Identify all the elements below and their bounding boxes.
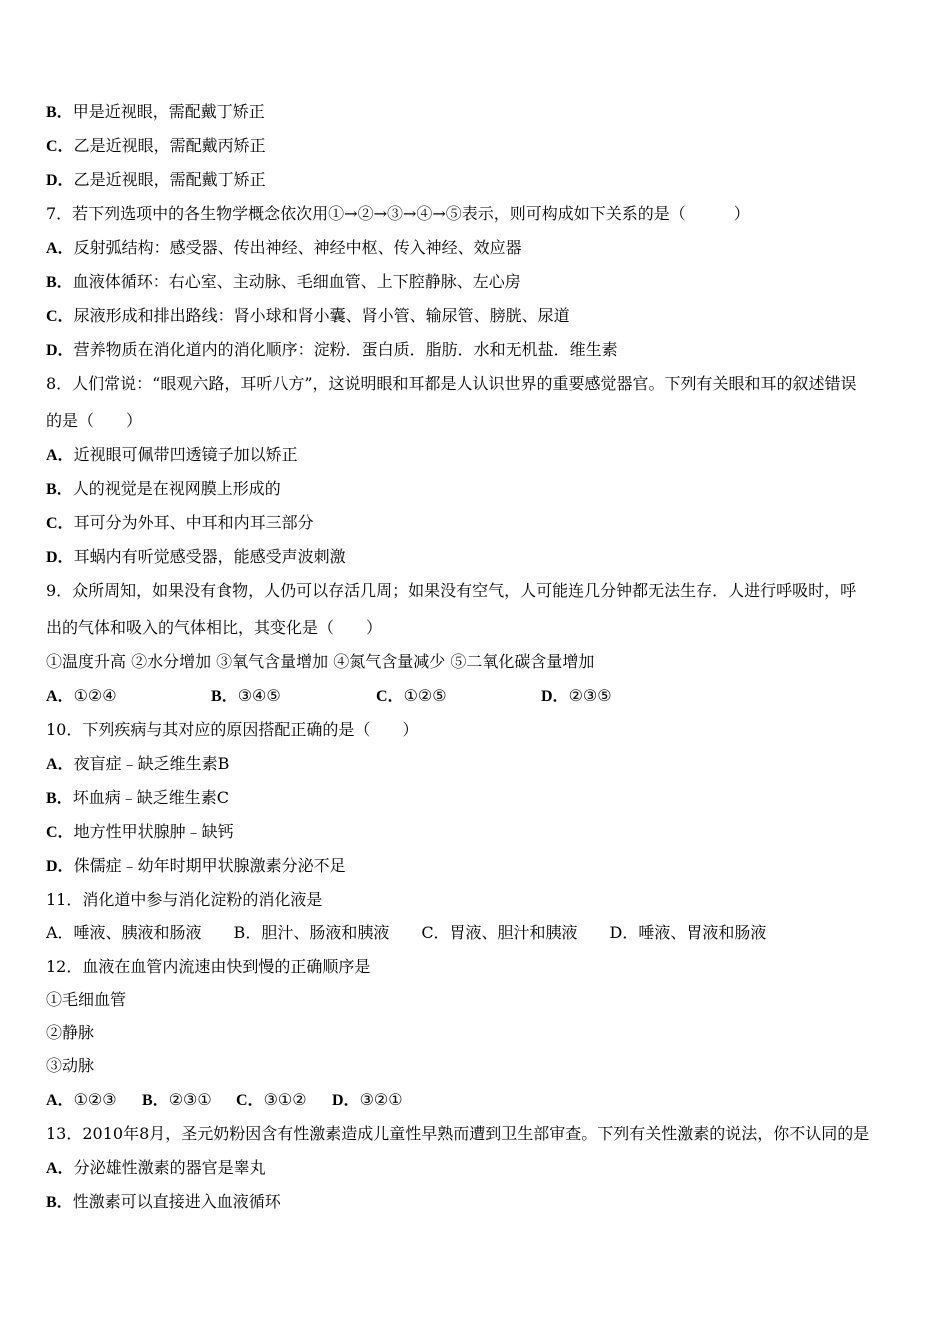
question-12-item: ②静脉 bbox=[46, 1023, 95, 1042]
question-9-options bbox=[46, 686, 910, 706]
question-9-cont: 出的气体和吸入的气体相比，其变化是（ ） bbox=[46, 618, 383, 637]
option-line: B．性激素可以直接进入血液循环 bbox=[46, 1192, 281, 1211]
question-13: 13．2010年8月，圣元奶粉因含有性激素造成儿童性早熟而遭到卫生部审查。下列有关性激素的说法，你不认同的是 bbox=[46, 1124, 870, 1143]
option-a: A．①②③ bbox=[46, 1090, 117, 1109]
option-d: D．②③⑤ bbox=[541, 686, 612, 705]
option-b: B．③④⑤ bbox=[211, 686, 281, 705]
question-8: 8．人们常说：“眼观六路，耳听八方”，这说明眼和耳都是人认识世界的重要感觉器官。下列有关眼和耳的叙述错误 bbox=[46, 374, 857, 393]
question-8-cont: 的是（ ） bbox=[46, 411, 143, 430]
question-11: 11．消化道中参与消化淀粉的消化液是 bbox=[46, 890, 323, 909]
question-9: 9．众所周知，如果没有食物，人仍可以存活几周；如果没有空气，人可能连几分钟都无法生存．人进行呼吸时，呼 bbox=[46, 581, 857, 600]
option-line: D．乙是近视眼，需配戴丁矫正 bbox=[46, 170, 266, 189]
question-12-options bbox=[46, 1090, 910, 1110]
question-12: 12．血液在血管内流速由快到慢的正确顺序是 bbox=[46, 957, 371, 976]
question-11-options: A．唾液、胰液和肠液 B．胆汁、肠液和胰液 C．胃液、胆汁和胰液 D．唾液、胃液和肠液 bbox=[46, 923, 767, 942]
option-line: B．人的视觉是在视网膜上形成的 bbox=[46, 479, 281, 498]
option-line: C．乙是近视眼，需配戴丙矫正 bbox=[46, 136, 266, 155]
option-a: A．①②④ bbox=[46, 686, 117, 705]
option-c: C．③①② bbox=[236, 1090, 307, 1109]
option-line: D．耳蜗内有听觉感受器，能感受声波刺激 bbox=[46, 547, 346, 566]
option-line: D．营养物质在消化道内的消化顺序：淀粉．蛋白质．脂肪．水和无机盐．维生素 bbox=[46, 340, 618, 359]
question-9-items: ①温度升高 ②水分增加 ③氧气含量增加 ④氮气含量减少 ⑤二氧化碳含量增加 bbox=[46, 652, 595, 671]
option-line: A．分泌雄性激素的器官是睾丸 bbox=[46, 1158, 266, 1177]
option-line: A．反射弧结构：感受器、传出神经、神经中枢、传入神经、效应器 bbox=[46, 238, 522, 257]
question-7: 7．若下列选项中的各生物学概念依次用①→②→③→④→⑤表示，则可构成如下关系的是（ ） bbox=[46, 204, 750, 223]
option-line: C．尿液形成和排出路线：肾小球和肾小囊、肾小管、输尿管、膀胱、尿道 bbox=[46, 306, 570, 325]
question-10: 10．下列疾病与其对应的原因搭配正确的是（ ） bbox=[46, 720, 419, 739]
option-line: B．血液体循环：右心室、主动脉、毛细血管、上下腔静脉、左心房 bbox=[46, 272, 521, 291]
option-line: B．甲是近视眼，需配戴丁矫正 bbox=[46, 102, 265, 121]
option-line: D．侏儒症﹣幼年时期甲状腺激素分泌不足 bbox=[46, 856, 346, 875]
option-b: B．②③① bbox=[142, 1090, 212, 1109]
option-line: A．夜盲症﹣缺乏维生素B bbox=[46, 754, 230, 773]
option-d: D．③②① bbox=[332, 1090, 403, 1109]
question-12-item: ①毛细血管 bbox=[46, 990, 127, 1009]
option-line: B．坏血病﹣缺乏维生素C bbox=[46, 788, 229, 807]
question-12-item: ③动脉 bbox=[46, 1056, 95, 1075]
option-line: A．近视眼可佩带凹透镜子加以矫正 bbox=[46, 445, 298, 464]
option-c: C．①②⑤ bbox=[376, 686, 447, 705]
option-line: C．地方性甲状腺肿﹣缺钙 bbox=[46, 822, 234, 841]
option-line: C．耳可分为外耳、中耳和内耳三部分 bbox=[46, 513, 314, 532]
